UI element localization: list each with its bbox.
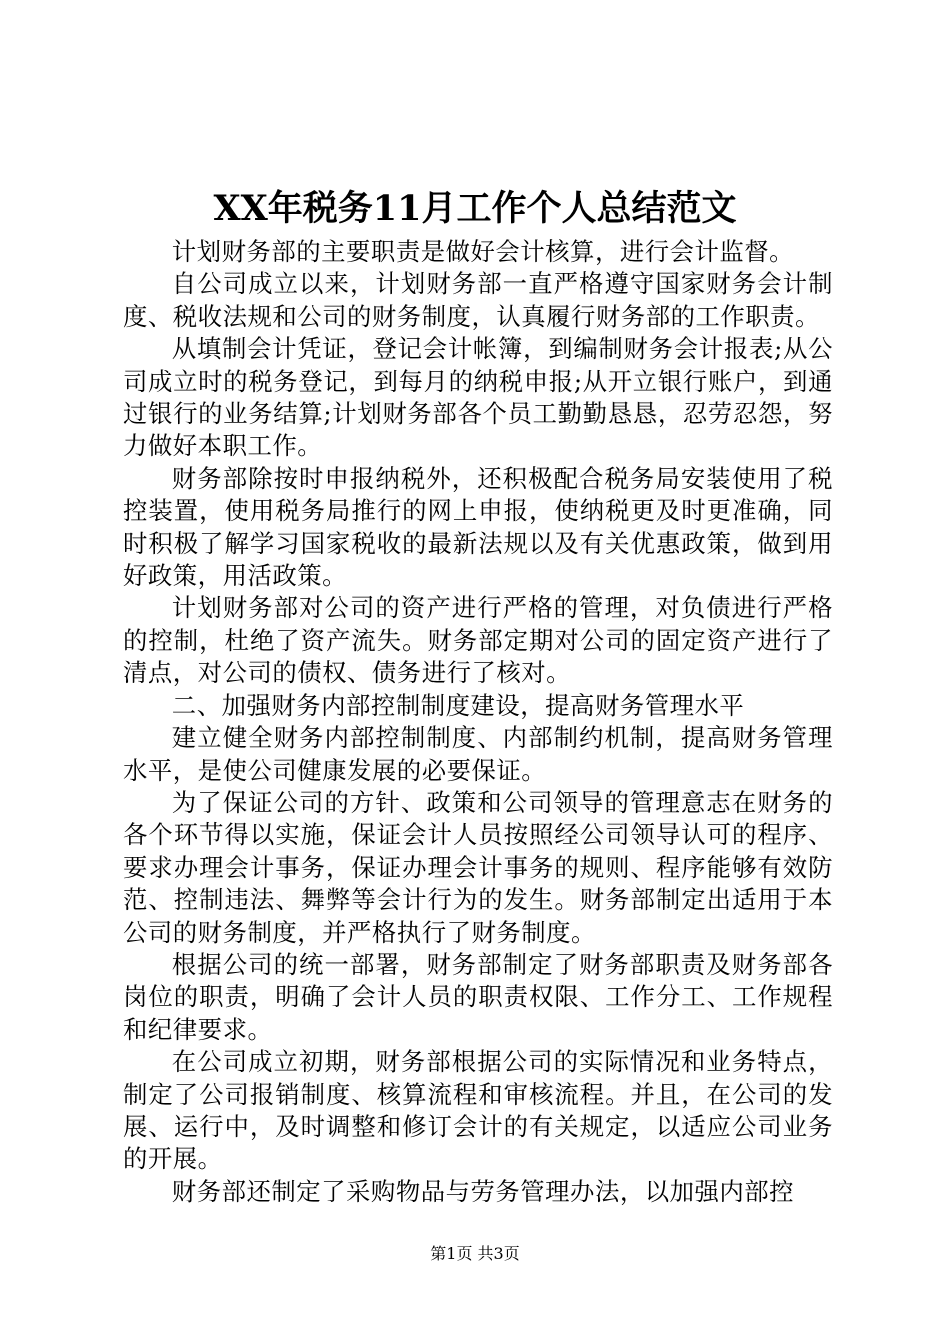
paragraph: 根据公司的统一部署，财务部制定了财务部职责及财务部各岗位的职责，明确了会计人员的职责权限、工作分工、工作规程和纪律要求。: [123, 949, 833, 1044]
paragraph: 从填制会计凭证，登记会计帐簿，到编制财务会计报表;从公司成立时的税务登记，到每月的纳税申报;从开立银行账户，到通过银行的业务结算;计划财务部各个员工勤勤恳恳，忍劳忍怨，努力做好本职工作。: [123, 334, 833, 461]
section-heading: 二、加强财务内部控制制度建设，提高财务管理水平: [171, 690, 745, 720]
paragraph: 财务部还制定了采购物品与劳务管理办法，以加强内部控: [171, 1176, 795, 1206]
paragraph: 在公司成立初期，财务部根据公司的实际情况和业务特点，制定了公司报销制度、核算流程和审核流程。并且，在公司的发展、运行中，及时调整和修订会计的有关规定，以适应公司业务的开展。: [123, 1047, 833, 1174]
paragraph: 为了保证公司的方针、政策和公司领导的管理意志在财务的各个环节得以实施，保证会计人员按照经公司领导认可的程序、要求办理会计事务，保证办理会计事务的规则、程序能够有效防范、控制违法、舞弊等会计行为的发生。财务部制定出适用于本公司的财务制度，并严格执行了财务制度。: [123, 787, 833, 947]
paragraph: 计划财务部对公司的资产进行严格的管理，对负债进行严格的控制，杜绝了资产流失。财务部定期对公司的固定资产进行了清点，对公司的债权、债务进行了核对。: [123, 593, 833, 688]
page-number-footer: 第1页 共3页: [430, 1244, 520, 1263]
paragraph: 财务部除按时申报纳税外，还积极配合税务局安装使用了税控装置，使用税务局推行的网上申报，使纳税更及时更准确，同时积极了解学习国家税收的最新法规以及有关优惠政策，做到用好政策，用活政策。: [123, 463, 833, 591]
paragraph: 自公司成立以来，计划财务部一直严格遵守国家财务会计制度、税收法规和公司的财务制度，认真履行财务部的工作职责。: [123, 269, 833, 331]
document-title: XX年税务11月工作个人总结范文: [213, 188, 737, 229]
paragraph: 建立健全财务内部控制制度、内部制约机制，提高财务管理水平，是使公司健康发展的必要保证。: [123, 723, 833, 785]
paragraph: 计划财务部的主要职责是做好会计核算，进行会计监督。: [171, 237, 795, 266]
document-body: [123, 236, 833, 1208]
